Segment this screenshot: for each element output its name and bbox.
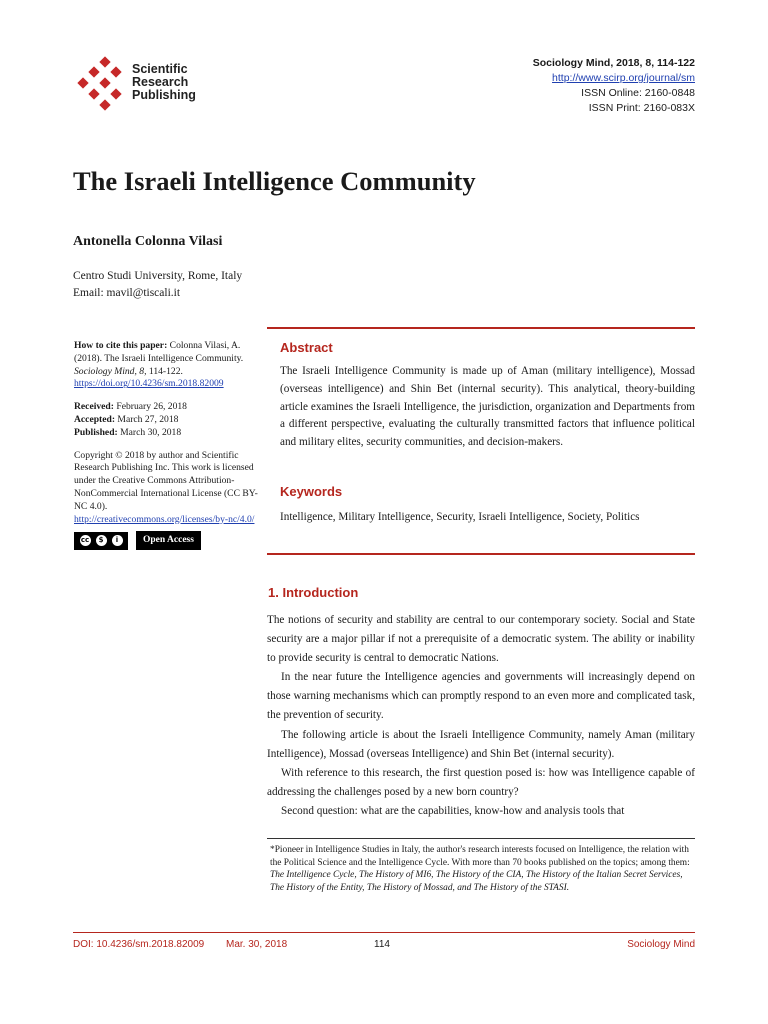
keywords-text: Intelligence, Military Intelligence, Security, Israeli Intelligence, Society, Politics — [280, 511, 640, 523]
author-name: Antonella Colonna Vilasi — [73, 234, 223, 249]
footer-rule — [73, 932, 695, 933]
page-number: 114 — [374, 939, 390, 950]
journal-citation: Sociology Mind, 2018, 8, 114-122 — [532, 57, 695, 69]
scirp-logo-icon — [74, 56, 134, 112]
journal-header — [533, 56, 695, 116]
abstract-text: The Israeli Intelligence Community is made up of Aman (military intelligence), Mossad (overseas intelligence) and Shin Bet (internal security). This analytical, theory-building article examines the Israeli Intelligence, the jurisdiction, organization and Departments from a different perspective, evaluating the culturally transmitted factors that influence political and military elites, security communities, and decision-makers. — [280, 365, 695, 449]
affiliation-block — [73, 268, 242, 302]
dates-block: Received: February 26, 2018 Accepted: March 27, 2018 Published: March 30, 2018 — [74, 401, 187, 438]
affiliation: Centro Studi University, Rome, Italy — [73, 270, 243, 282]
introduction-heading: 1. Introduction — [268, 585, 359, 600]
abstract-bottom-rule — [267, 553, 695, 555]
author-footnote: *Pioneer in Intelligence Studies in Italy, the author's research interests focused on Intelligence, the relation with the Political Science and the Intelligence Cycle. With more than 70 books published on the topics; among them: The Intelligence Cycle, The History of MI6, The History of the CIA, The History of the Italian Secret Services, The History of the Entity, The History of Mossad, and The History of the STASI. — [270, 845, 690, 893]
paragraph: The following article is about the Israeli Intelligence Community, namely Aman (military Intelligence), Mossad (overseas Intelligence) and Shin Bet (internal security). — [267, 728, 695, 760]
paper-title: The Israeli Intelligence Community — [73, 166, 476, 196]
license-link[interactable]: http://creativecommons.org/licenses/by-nc/4.0/ — [74, 513, 255, 525]
footer-date: Mar. 30, 2018 — [226, 939, 288, 950]
introduction-body — [267, 611, 695, 821]
paragraph: The notions of security and stability are central to our contemporary society. Social and State security are a major pillar if not a prerequisite of a democratic system. The ability or inability to provide security is central to democratic Nations. — [267, 614, 695, 665]
author-email: Email: mavil@tiscali.it — [73, 287, 181, 299]
open-access-badge: Open Access — [136, 531, 201, 550]
article-info-sidebar — [74, 340, 262, 550]
doi-link[interactable]: https://doi.org/10.4236/sm.2018.82009 — [74, 378, 224, 390]
copyright-notice: Copyright © 2018 by author and Scientific Research Publishing Inc. This work is licensed under the Creative Commons Attribution-NonCommercial International License (CC BY-NC 4.0). — [74, 449, 258, 512]
paragraph: In the near future the Intelligence agencies and governments will increasingly depend on those warning mechanisms which can promptly respond to an even more and complicated task, the prevention of security. — [267, 671, 695, 722]
footnote-rule — [267, 838, 695, 839]
paragraph: With reference to this research, the first question posed is: how was Intelligence capable of addressing the challenges posed by a new born country? — [267, 766, 695, 798]
issn-print: ISSN Print: 2160-083X — [588, 102, 695, 114]
cc-license-icon[interactable]: cc $ i — [74, 532, 128, 550]
footer-journal: Sociology Mind — [627, 939, 695, 950]
footer-doi: DOI: 10.4236/sm.2018.82009 — [73, 939, 205, 950]
abstract-heading: Abstract — [280, 340, 333, 355]
issn-online: ISSN Online: 2160-0848 — [581, 87, 695, 99]
paragraph: Second question: what are the capabilities, know-how and analysis tools that — [281, 804, 625, 817]
keywords-heading: Keywords — [280, 484, 343, 499]
journal-url-link[interactable]: http://www.scirp.org/journal/sm — [552, 72, 695, 84]
publisher-name: Scientific Research Publishing — [132, 62, 196, 102]
citation-block: How to cite this paper: Colonna Vilasi, A. (2018). The Israeli Intelligence Community. Sociology Mind, 8, 114-122. https://doi.org/10.4236/sm.2018.82009 — [74, 340, 244, 390]
abstract-top-rule — [267, 327, 695, 329]
